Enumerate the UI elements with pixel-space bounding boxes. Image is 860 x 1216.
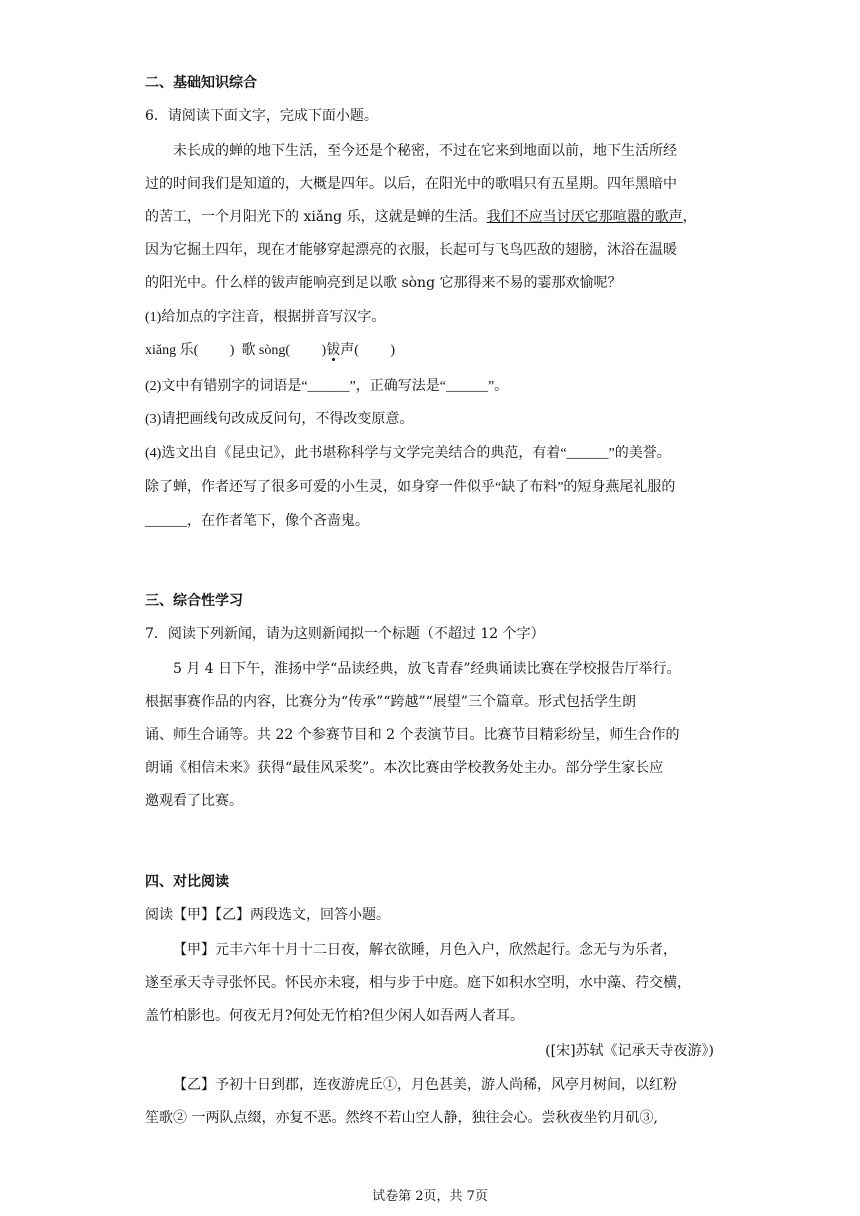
- passage-yi-line: 笙歌② 一两队点缀，亦复不恶。然终不若山空人静，独往会心。尝秋夜坐钓月矶③,: [145, 1110, 658, 1126]
- passage-line: 的阳光中。什么样的钹声能响亮到足以歌 sòng 它那得来不易的霎那欢愉呢？: [145, 275, 622, 291]
- sub-question-3: (3)请把画线句改成反问句，不得改变原意。: [145, 412, 414, 427]
- sub-question-4: ______，在作者笔下，像个吝啬鬼。: [145, 514, 369, 529]
- sub-question-4: 除了蝉，作者还写了很多可爱的小生灵，如身穿一件似乎“缺了布料”的短身燕尾礼服的: [145, 480, 676, 495]
- section-heading-basics: 二、基础知识综合: [145, 75, 257, 91]
- passage-line: 未长成的蝉的地下生活，至今还是个秘密，不过在它来到地面以前，地下生活所经: [173, 143, 677, 159]
- dotted-character: 钹: [326, 343, 341, 358]
- question-6-prompt: 6．请阅读下面文字，完成下面小题。: [145, 108, 378, 124]
- section-heading-comprehensive: 三、综合性学习: [145, 593, 243, 609]
- underlined-sentence: 我们不应当讨厌它那喧嚣的歌声: [486, 209, 683, 225]
- passage-line: [145, 207, 720, 227]
- pinyin-item-3: 声( ): [340, 343, 396, 358]
- passage-yi-line: 【乙】予初十日到郡，连夜游虎丘①，月色甚美，游人尚稀，风亭月树间，以红粉: [173, 1077, 677, 1093]
- news-line: 根据事赛作品的内容，比赛分为“传承”“跨越”“展望”三个篇章。形式包括学生朗: [145, 694, 636, 710]
- passage-line: 因为它掘土四年，现在才能够穿起漂亮的衣服，长起可与飞鸟匹敌的翅膀，沐浴在温暖: [145, 242, 677, 258]
- passage-jia-line: 【甲】元丰六年十月十二日夜，解衣欲睡，月色入户，欣然起行。念无与为乐者，: [173, 942, 677, 958]
- news-line: 邀观看了比赛。: [145, 793, 243, 809]
- page-footer: 试卷第 2页，共 7页: [372, 1189, 488, 1204]
- news-line: 朗诵《相信未来》获得“最佳风采奖”。本次比赛由学校教务处主办。部分学生家长应: [145, 760, 664, 776]
- comma: ，: [682, 209, 697, 225]
- passage-jia-source: ([宋]苏轼《记承天寺夜游》): [545, 1043, 714, 1059]
- sub-question-2: (2)文中有错别字的词语是“______”，正确写法是“______”。: [145, 379, 509, 394]
- news-line: 诵、师生合诵等。共 22 个参赛节目和 2 个表演节目。比赛节目精彩纷呈，师生合作的: [145, 727, 680, 743]
- pinyin-item-1: xiǎng 乐( ): [145, 343, 235, 358]
- sub-question-4: (4)选文出自《昆虫记》，此书堪称科学与文学完美结合的典范，有着“______”的美誉。: [145, 446, 671, 461]
- passage-jia-line: 盖竹柏影也。何夜无月?何处无竹柏?但少闲人如吾两人者耳。: [145, 1008, 525, 1024]
- passage-jia-line: 遂至承天寺寻张怀民。怀民亦未寝，相与步于中庭。庭下如积水空明，水中藻、荇交横，: [145, 975, 691, 991]
- question-7-prompt: 7．阅读下列新闻，请为这则新闻拟一个标题（不超过 12 个字）: [145, 626, 545, 642]
- sub-question-1: (1)给加点的字注音，根据拼音写汉字。: [145, 310, 386, 325]
- pinyin-item-2: 歌 sòng( ): [241, 343, 327, 358]
- news-line: 5 月 4 日下午，淮扬中学“品读经典，放飞青春”经典诵读比赛在学校报告厅举行。: [173, 661, 681, 677]
- passage-line: 过的时间我们是知道的，大概是四年。以后，在阳光中的歌唱只有五星期。四年黑暗中: [145, 176, 677, 192]
- pinyin-answer-line: [145, 341, 720, 361]
- passage-text: 的苦工，一个月阳光下的 xiǎng 乐，这就是蝉的生活。: [145, 209, 487, 225]
- reading-intro: 阅读【甲】【乙】两段选文，回答小题。: [145, 907, 390, 923]
- section-heading-comparative-reading: 四、对比阅读: [145, 874, 229, 890]
